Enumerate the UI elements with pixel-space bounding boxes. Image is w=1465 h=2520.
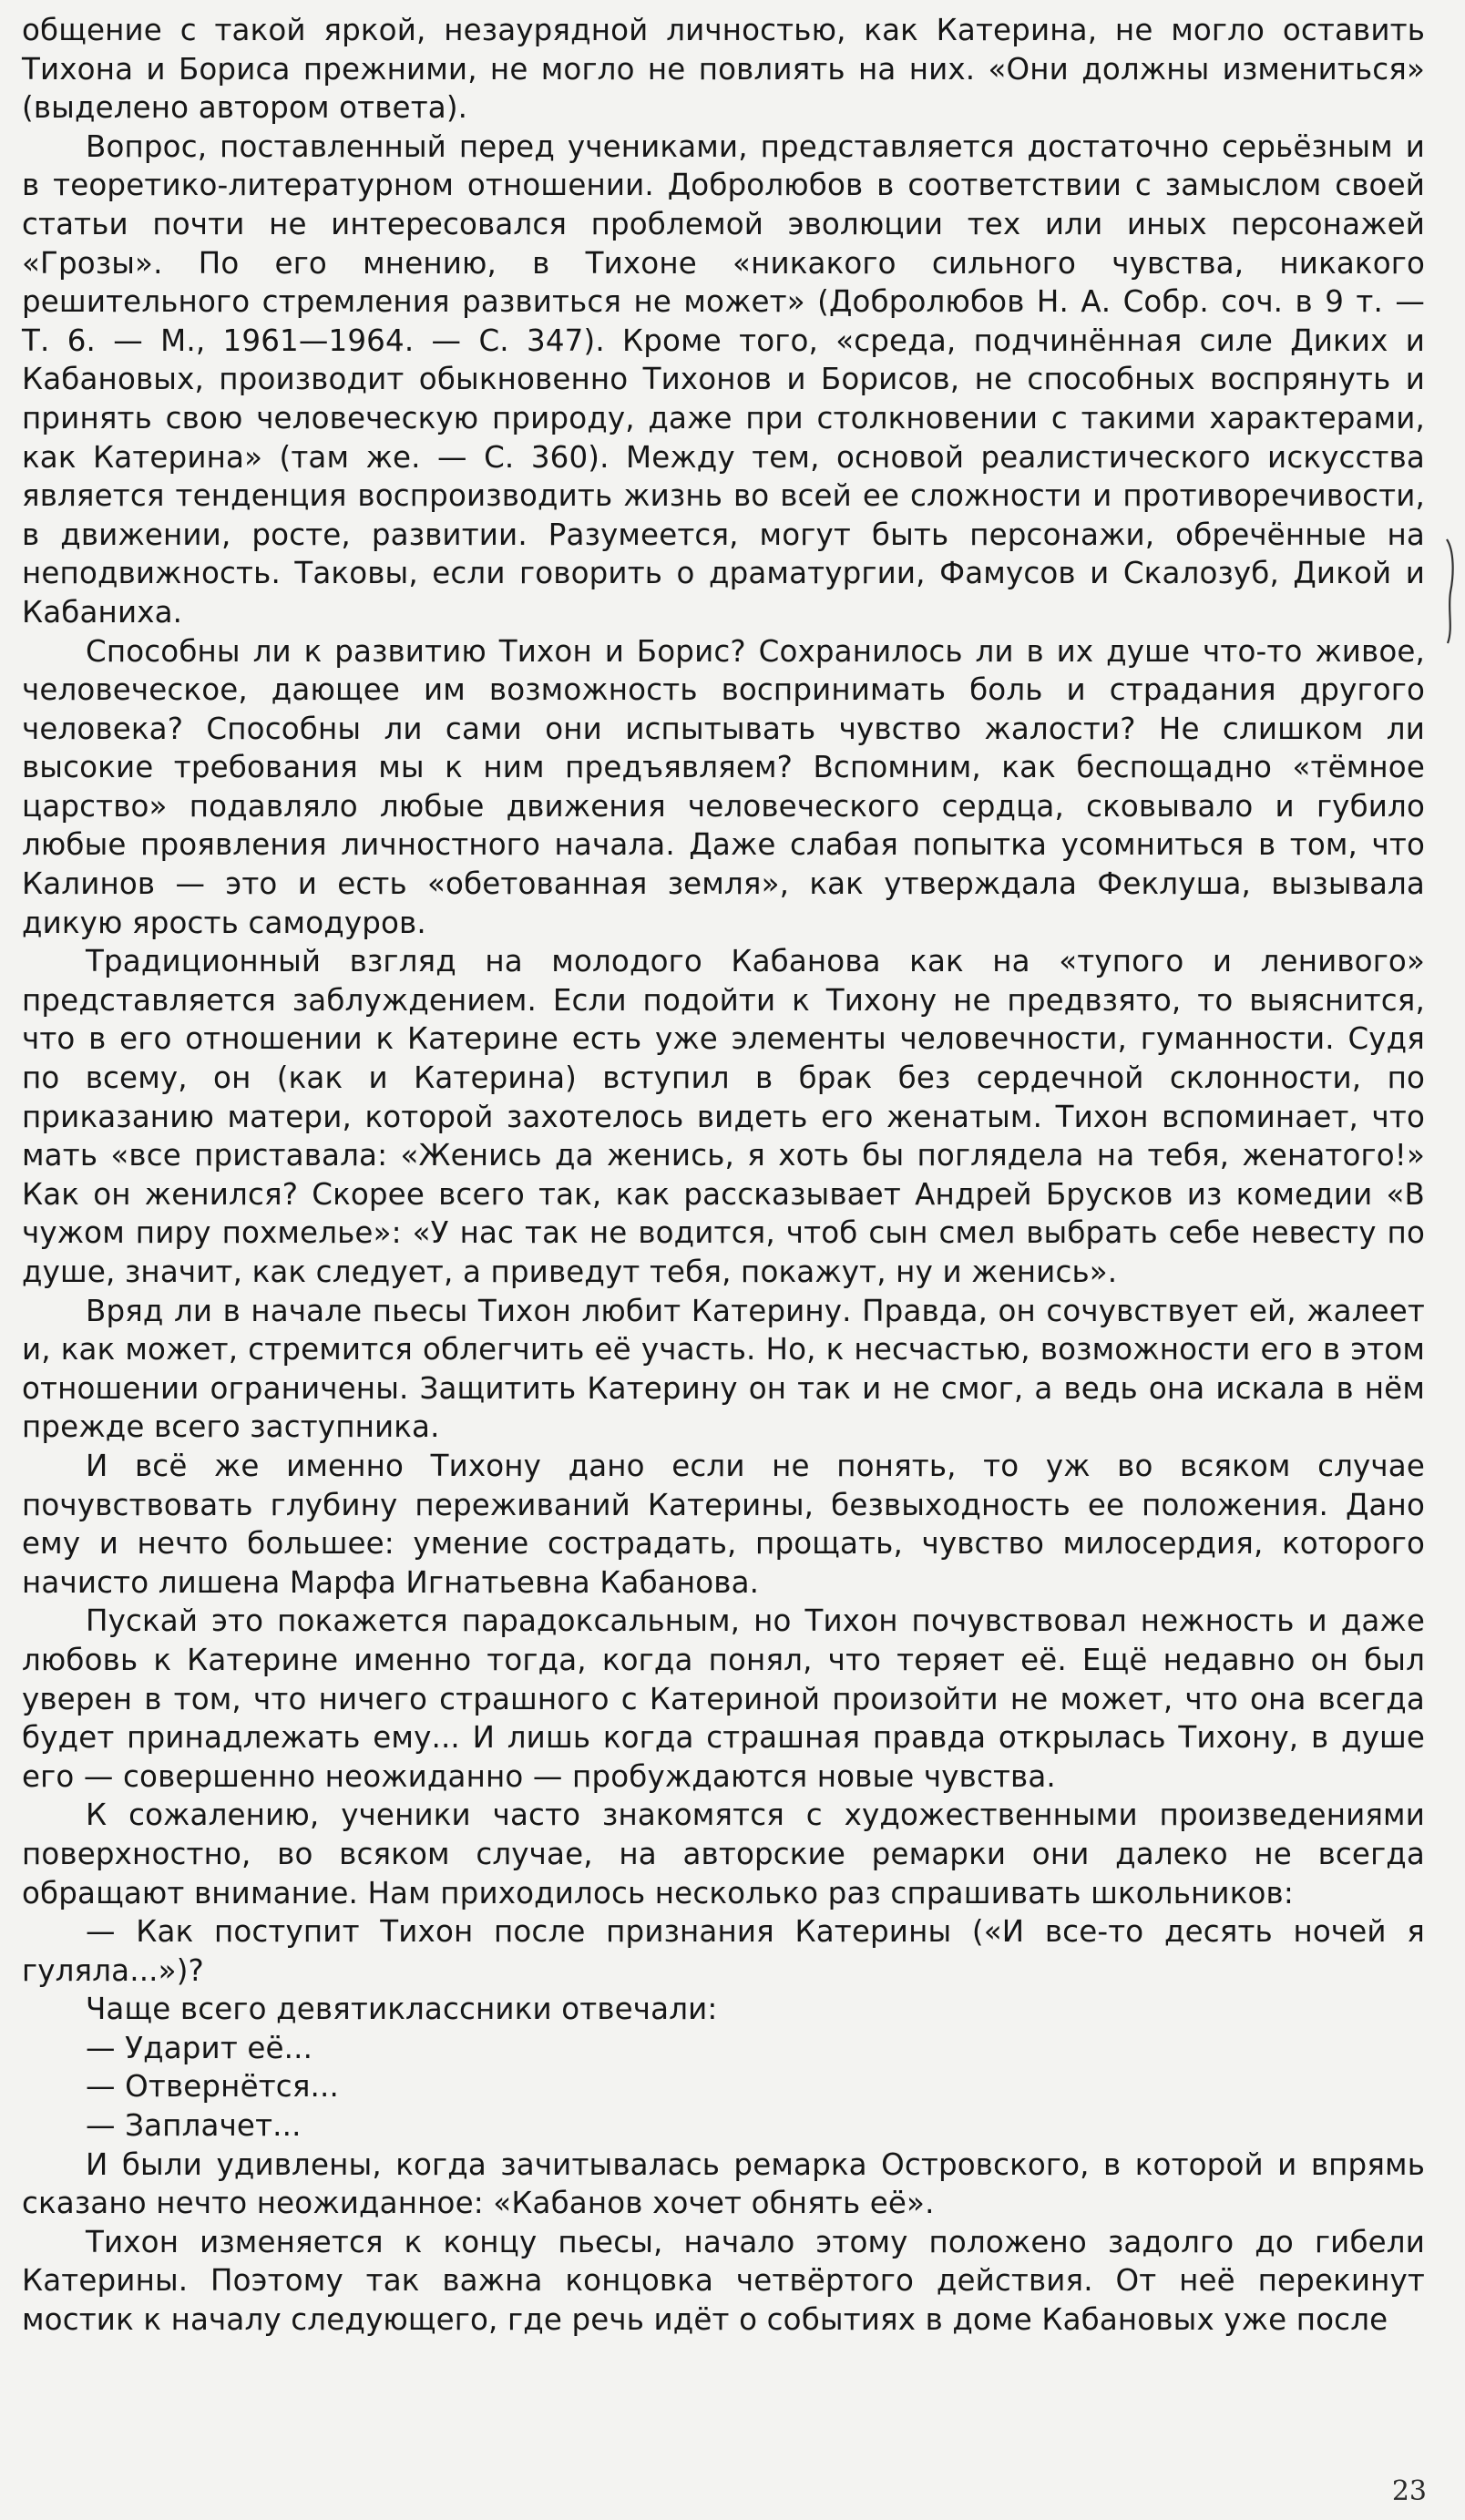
paragraph: Традиционный взгляд на молодого Кабанова как на «тупого и ленивого» представляется заблуждением. Если подойти к Тихону не предвзято, то выяснится, что в его отношении к Катерине есть уже элементы человечности, гуманности. Судя по всему, он (как и Катерина) вступил в брак без сердечной склонности, по приказанию матери, которой захотелось видеть его женатым. Тихон вспоминает, что мать «все приставала: «Женись да женись, я хоть бы поглядела на тебя, женатого!» Как он женился? Скорее всего так, как рассказывает Андрей Брусков из комедии «В чужом пиру похмелье»: «У нас так не водится, чтоб сын смел выбрать себе невесту по душе, значит, как следует, а приведут тебя, покажут, ну и женись».	[22, 944, 1425, 1289]
paragraph: Вопрос, поставленный перед учениками, представляется достаточно серьёзным и в теоретико-литературном отношении. Добролюбов в соответствии с замыслом своей статьи почти не интересовался проблемой эволюции тех или иных персонажей «Грозы». По его мнению, в Тихоне «никакого сильного чувства, никакого решительного стремления развиться не может» (Добролюбов Н. А. Собр. соч. в 9 т. — Т. 6. — М., 1961—1964. — С. 347). Кроме того, «среда, подчинённая силе Диких и Кабановых, производит обыкновенно Тихонов и Борисов, не способных воспрянуть и принять свою человеческую природу, даже при столкновении с такими характерами, как Катерина» (там же. — С. 360). Между тем, основой реалистического искусства является тенденция воспроизводить жизнь во всей ее сложности и противоречивости, в движении, росте, развитии. Разумеется, могут быть персонажи, обречённые на неподвижность. Таковы, если говорить о драматургии, Фамусов и Скалозуб, Дикой и Кабаниха.	[22, 128, 1425, 630]
paragraph: Вряд ли в начале пьесы Тихон любит Катерину. Правда, он сочувствует ей, жалеет и, как может, стремится облегчить её участь. Но, к несчастью, возможности его в этом отношении ограничены. Защитить Катерину он так и не смог, а ведь она искала в нём прежде всего заступника.	[22, 1293, 1425, 1445]
margin-bracket-mark	[1443, 538, 1458, 645]
paragraph: И всё же именно Тихону дано если не понять, то уж во всяком случае почувствовать глубину переживаний Катерины, безвыходность ее положения. Дано ему и нечто большее: умение сострадать, прощать, чувство милосердия, которого начисто лишена Марфа Игнатьевна Кабанова.	[22, 1448, 1425, 1600]
dialogue-line: — Как поступит Тихон после признания Катерины («И все-то десять ночей я гуляла...»)?	[22, 1914, 1425, 1988]
paragraph: Пускай это покажется парадоксальным, но Тихон почувствовал нежность и даже любовь к Катерине именно тогда, когда понял, что теряет её. Ещё недавно он был уверен в том, что ничего страшного с Катериной произойти не может, что она всегда будет принадлежать ему... И лишь когда страшная правда открылась Тихону, в душе его — совершенно неожиданно — пробуждаются новые чувства.	[22, 1603, 1425, 1794]
page-number: 23	[1391, 2475, 1427, 2507]
body-text	[22, 11, 1425, 2340]
paragraph: Способны ли к развитию Тихон и Борис? Сохранилось ли в их душе что-то живое, человеческое, дающее им возможность воспринимать боль и страдания другого человека? Способны ли сами они испытывать чувство жалости? Не слишком ли высокие требования мы к ним предъявляем? Вспомним, как беспощадно «тёмное царство» подавляло любые движения человеческого сердца, сковывало и губило любые проявления личностного начала. Даже слабая попытка усомниться в том, что Калинов — это и есть «обетованная земля», как утверждала Феклуша, вызывала дикую ярость самодуров.	[22, 633, 1425, 940]
dialogue-line: — Отвернётся...	[86, 2069, 339, 2105]
paragraph: К сожалению, ученики часто знакомятся с художественными произведениями поверхностно, во всяком случае, на авторские ремарки они далеко не всегда обращают внимание. Нам приходилось несколько раз спрашивать школьников:	[22, 1798, 1425, 1910]
paragraph: Чаще всего девятиклассники отвечали:	[86, 1992, 718, 2027]
dialogue-line: — Ударит её...	[86, 2030, 313, 2065]
paragraph: общение с такой яркой, незаурядной личностью, как Катерина, не могло оставить Тихона и Бориса прежними, не могло не повлиять на них. «Они должны измениться» (выделено автором ответа).	[22, 13, 1425, 126]
dialogue-line: — Заплачет...	[86, 2108, 302, 2144]
paragraph: И были удивлены, когда зачитывалась ремарка Островского, в которой и впрямь сказано нечто неожиданное: «Кабанов хочет обнять её».	[22, 2146, 1425, 2221]
paragraph: Тихон изменяется к концу пьесы, начало этому положено задолго до гибели Катерины. Поэтому так важна концовка четвёртого действия. От неё перекинут мостик к началу следующего, где речь идёт о событиях в доме Кабановых уже после	[22, 2224, 1425, 2338]
